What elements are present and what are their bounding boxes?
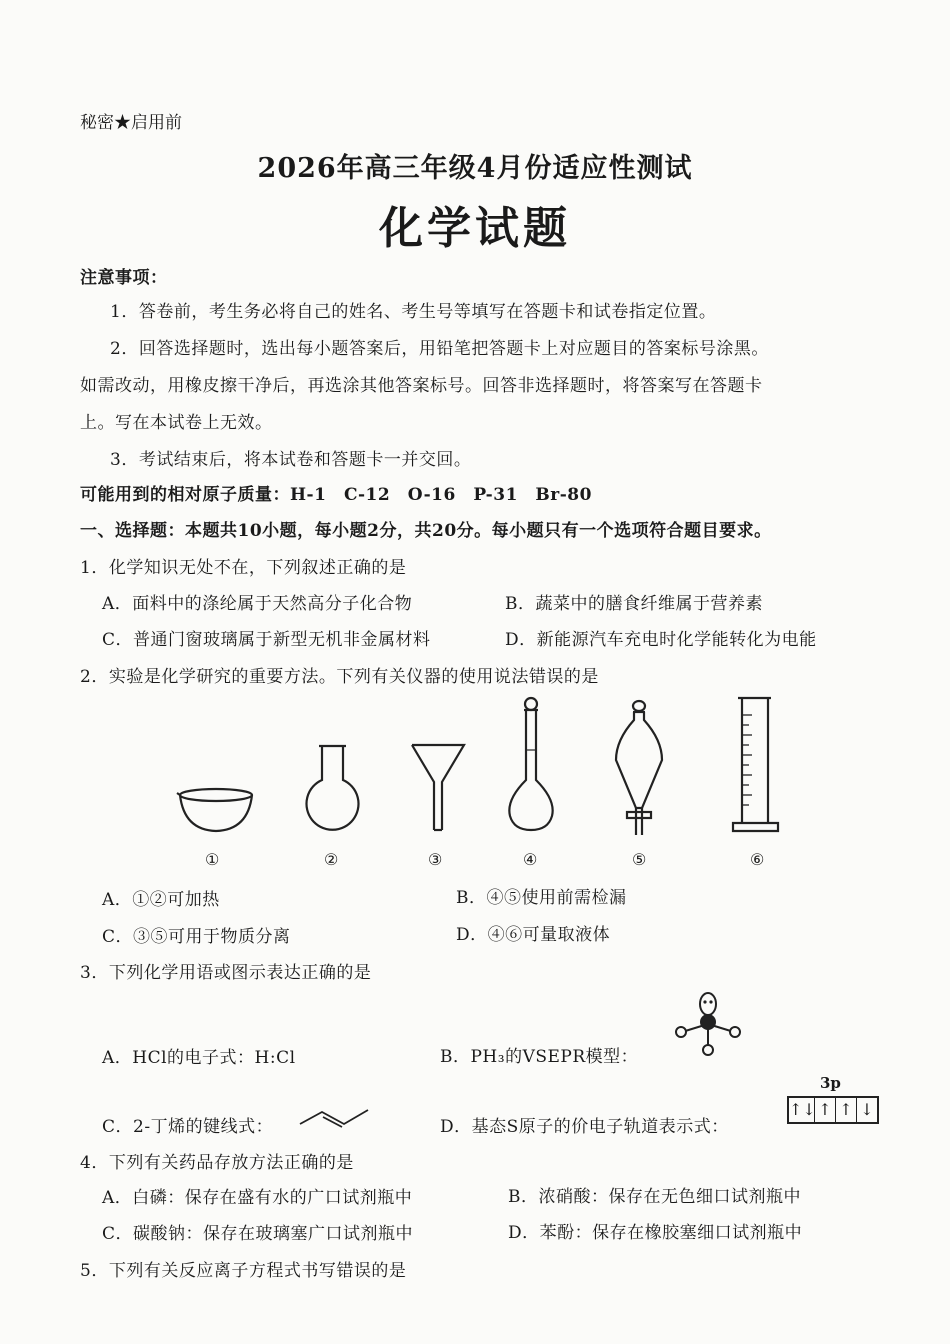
orbital-box-2: ↑ xyxy=(815,1098,836,1122)
notice-item-1: 1．答卷前，考生务必将自己的姓名、考生号等填写在答题卡和试卷指定位置。 xyxy=(110,302,717,322)
q4-option-c: C．碳酸钠：保存在玻璃塞广口试剂瓶中 xyxy=(102,1224,414,1244)
q1-option-d: D．新能源汽车充电时化学能转化为电能 xyxy=(505,630,817,650)
section-heading: 一、选择题：本题共10小题，每小题2分，共20分。每小题只有一个选项符合题目要求。 xyxy=(80,521,772,541)
notice-item-2: 2．回答选择题时，选出每小题答案后，用铅笔把答题卡上对应题目的答案标号涂黑。 xyxy=(110,339,769,359)
orbital-box-4: ↓ xyxy=(860,1100,874,1119)
q2-stem: 2．实验是化学研究的重要方法。下列有关仪器的使用说法错误的是 xyxy=(80,667,599,687)
q1-stem: 1．化学知识无处不在，下列叙述正确的是 xyxy=(80,558,407,578)
q3-stem: 3．下列化学用语或图示表达正确的是 xyxy=(80,963,372,983)
apparatus-label-2: ② xyxy=(324,850,339,869)
separatory-funnel-icon xyxy=(616,701,662,835)
q2-option-c: C．③⑤可用于物质分离 xyxy=(102,927,291,947)
q4-stem: 4．下列有关药品存放方法正确的是 xyxy=(80,1153,354,1173)
secret-label: 秘密★启用前 xyxy=(80,113,182,133)
round-bottom-flask-icon xyxy=(307,746,359,830)
q4-option-b: B．浓硝酸：保存在无色细口试剂瓶中 xyxy=(508,1187,801,1207)
orbital-diagram xyxy=(787,1096,879,1124)
subject-title: 化学试题 xyxy=(379,203,571,254)
orbital-box-1: ↑↓ xyxy=(789,1098,815,1122)
q1-option-b: B．蔬菜中的膳食纤维属于营养素 xyxy=(505,594,763,614)
vsepr-model-icon xyxy=(670,990,750,1060)
volumetric-flask-icon xyxy=(509,698,552,830)
notice-item-2-cont: 如需改动，用橡皮擦干净后，再选涂其他答案标号。回答非选择题时，将答案写在答题卡 xyxy=(80,376,763,396)
q2-option-a: A．①②可加热 xyxy=(102,890,220,910)
q4-option-a: A．白磷：保存在盛有水的广口试剂瓶中 xyxy=(102,1188,413,1208)
funnel-icon xyxy=(412,745,464,830)
q3-option-b: B．PH₃的VSEPR模型： xyxy=(440,1047,639,1067)
q3-option-d: D．基态S原子的价电子轨道表示式： xyxy=(440,1117,729,1137)
q4-option-d: D．苯酚：保存在橡胶塞细口试剂瓶中 xyxy=(508,1223,803,1243)
exam-title: 2026年高三年级4月份适应性测试 xyxy=(257,153,693,184)
orbital-box-3: ↑ xyxy=(836,1098,857,1122)
notice-item-3: 3．考试结束后，将本试卷和答题卡一并交回。 xyxy=(110,450,472,470)
apparatus-label-3: ③ xyxy=(428,850,443,869)
q1-option-a: A．面料中的涤纶属于天然高分子化合物 xyxy=(102,594,413,614)
graduated-cylinder-icon xyxy=(733,698,778,831)
q1-option-c: C．普通门窗玻璃属于新型无机非金属材料 xyxy=(102,630,431,650)
notice-item-2-end: 上。写在本试卷上无效。 xyxy=(80,413,273,433)
evaporating-dish-icon xyxy=(177,789,252,831)
q3-option-c: C．2-丁烯的键线式： xyxy=(102,1117,274,1137)
orbital-label: 3p xyxy=(820,1074,841,1092)
apparatus-label-5: ⑤ xyxy=(632,850,647,869)
butene-skeletal-icon xyxy=(296,1104,376,1130)
q2-option-b: B．④⑤使用前需检漏 xyxy=(456,888,627,908)
apparatus-label-6: ⑥ xyxy=(750,850,765,869)
q2-option-d: D．④⑥可量取液体 xyxy=(456,925,611,945)
notice-heading: 注意事项： xyxy=(80,268,168,288)
apparatus-figure xyxy=(0,690,950,850)
apparatus-label-1: ① xyxy=(205,850,220,869)
atomic-mass: 可能用到的相对原子质量：H-1 C-12 O-16 P-31 Br-80 xyxy=(80,485,592,505)
q3-option-a: A．HCl的电子式：H:Cl xyxy=(102,1048,296,1068)
q5-stem: 5．下列有关反应离子方程式书写错误的是 xyxy=(80,1261,407,1281)
apparatus-label-4: ④ xyxy=(523,850,538,869)
